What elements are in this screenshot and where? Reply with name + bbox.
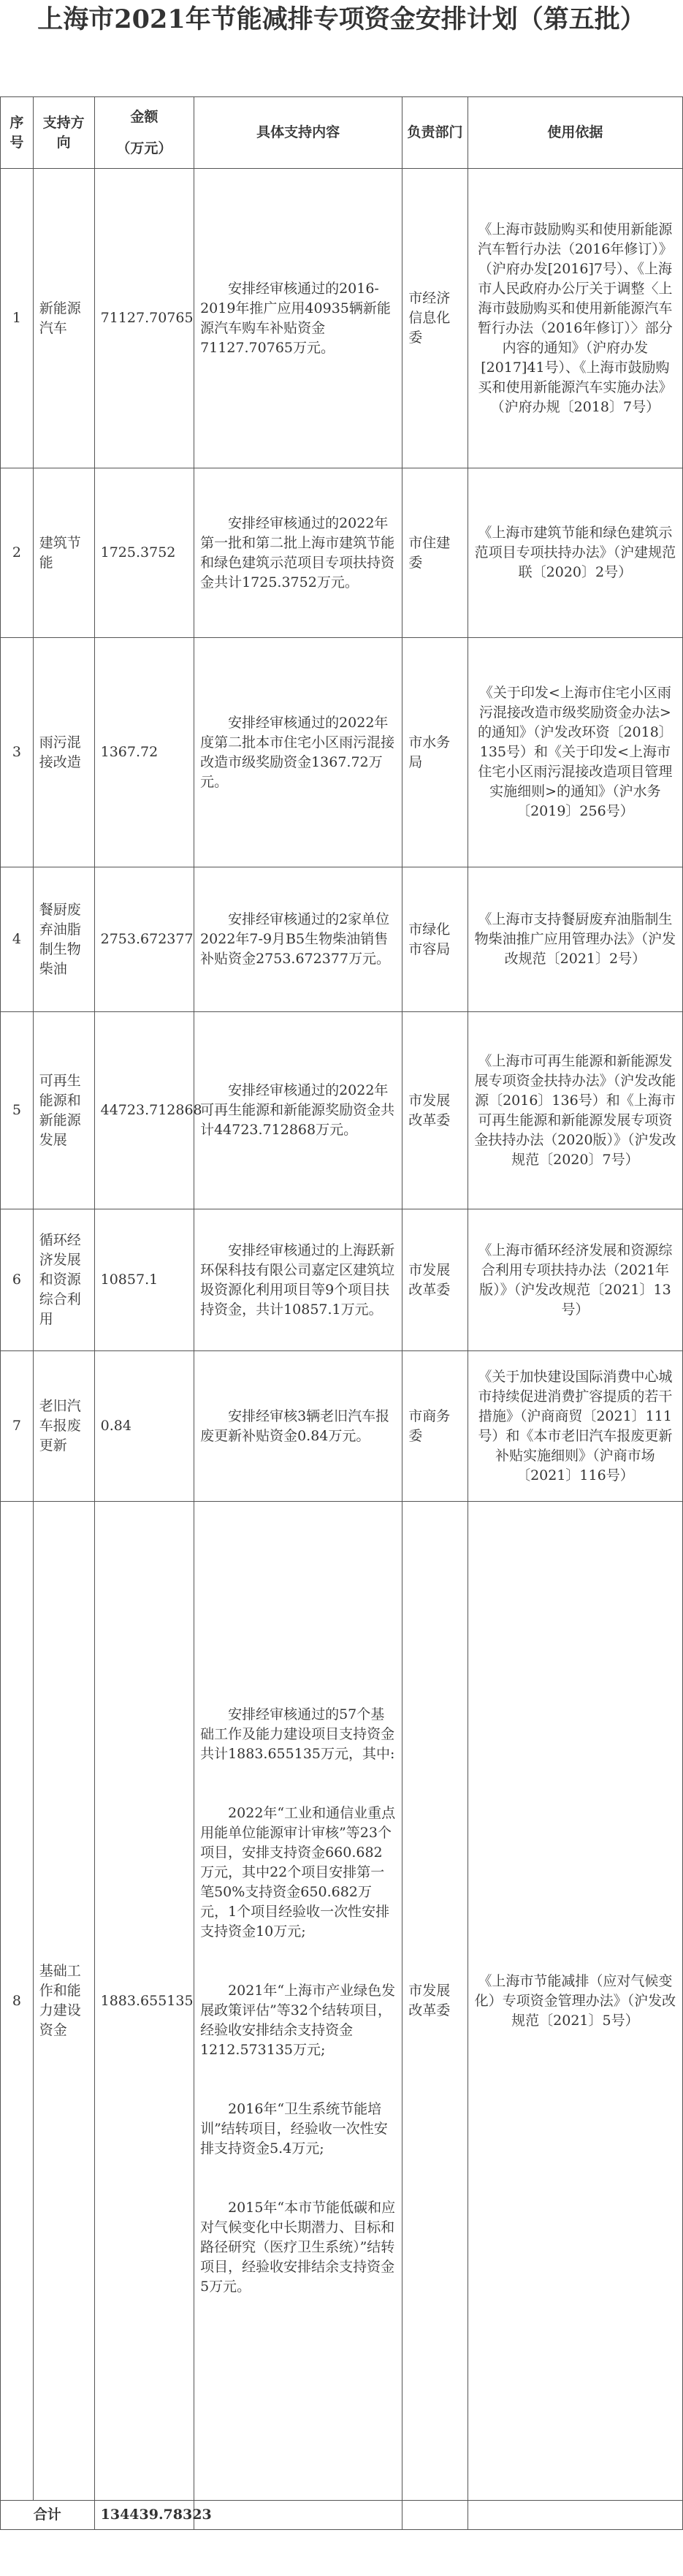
total-amount: 134439.78323 — [94, 2501, 194, 2530]
table-row — [1, 867, 683, 1012]
header-direction: 支持方向 — [33, 97, 94, 169]
content-paragraph: 安排经审核通过的2022年度第二批本市住宅小区雨污混接改造市级奖励资金1367.72万元。 — [200, 714, 395, 790]
total-empty-cell — [468, 2501, 682, 2530]
header-amount — [94, 97, 194, 169]
row-amount: 10857.1 — [94, 1209, 194, 1351]
row-amount: 44723.712868 — [94, 1012, 194, 1209]
row-dept: 市水务局 — [402, 638, 468, 867]
table-row — [1, 1209, 683, 1351]
content-paragraph: 2021年“上海市产业绿色发展政策评估”等32个结转项目，经验收安排结余支持资金1212.573135万元; — [200, 1983, 396, 2058]
content-paragraph: 2022年“工业和通信业重点用能单位能源审计审核”等23个项目，安排支持资金660.682万元，其中22个项目安排第一笔50%支持资金650.682万元，1个项目经验收一次性安排支持资金10万元; — [200, 1805, 396, 1939]
content-paragraph: 安排经审核通过的2022年第一批和第二批上海市建筑节能和绿色建筑示范项目专项扶持资金共计1725.3752万元。 — [200, 514, 395, 590]
row-index: 1 — [1, 169, 34, 468]
content-paragraph: 安排经审核通过的2016-2019年推广应用40935辆新能源汽车购车补贴资金71127.70765万元。 — [200, 280, 391, 356]
row-amount: 1367.72 — [94, 638, 194, 867]
row-content — [194, 468, 402, 638]
row-index: 4 — [1, 867, 34, 1012]
row-dept: 市发展改革委 — [402, 1209, 468, 1351]
content-paragraph: 安排经审核3辆老旧汽车报废更新补贴资金0.84万元。 — [200, 1407, 390, 1444]
row-amount: 1883.655135 — [94, 1502, 194, 2501]
table-row — [1, 468, 683, 638]
row-direction: 老旧汽车报废更新 — [33, 1351, 94, 1502]
row-amount: 2753.672377 — [94, 867, 194, 1012]
row-dept: 市绿化市容局 — [402, 867, 468, 1012]
row-index: 7 — [1, 1351, 34, 1502]
row-basis: 《上海市建筑节能和绿色建筑示范项目专项扶持办法》（沪建规范联〔2020〕2号） — [468, 468, 682, 638]
total-row — [1, 2501, 683, 2530]
total-empty-cell — [194, 2501, 402, 2530]
row-basis: 《上海市鼓励购买和使用新能源汽车暂行办法（2016年修订）》（沪府办发[2016]7号）、《上海市人民政府办公厅关于调整〈上海市鼓励购买和使用新能源汽车暂行办法（2016年修订）〉部分内容的通知》（沪府办发[2017]41号）、《上海市鼓励购买和使用新能源汽车实施办法》（沪府办规〔2018〕7号） — [468, 169, 682, 468]
content-paragraph: 安排经审核通过的57个基础工作及能力建设项目支持资金共计1883.655135万元，其中: — [200, 1706, 395, 1762]
content-paragraph: 安排经审核通过的上海跃新环保科技有限公司嘉定区建筑垃圾资源化利用项目等9个项目扶持资金，共计10857.1万元。 — [200, 1242, 395, 1318]
row-content — [194, 638, 402, 867]
row-index: 6 — [1, 1209, 34, 1351]
row-dept: 市住建委 — [402, 468, 468, 638]
row-basis: 《关于印发<上海市住宅小区雨污混接改造市级奖励资金办法>的通知》（沪发改环资〔2018〕135号）和《关于印发<上海市住宅小区雨污混接改造项目管理实施细则>的通知》（沪水务〔2019〕256号） — [468, 638, 682, 867]
table-row — [1, 1012, 683, 1209]
row-basis: 《上海市节能减排（应对气候变化）专项资金管理办法》（沪发改规范〔2021〕5号） — [468, 1502, 682, 2501]
header-dept: 负责部门 — [402, 97, 468, 169]
row-amount: 1725.3752 — [94, 468, 194, 638]
row-direction: 循环经济发展和资源综合利用 — [33, 1209, 94, 1351]
table-row — [1, 638, 683, 867]
row-content — [194, 1351, 402, 1502]
header-basis: 使用依据 — [468, 97, 682, 169]
row-direction: 基础工作和能力建设资金 — [33, 1502, 94, 2501]
header-content: 具体支持内容 — [194, 97, 402, 169]
row-direction: 可再生能源和新能源发展 — [33, 1012, 94, 1209]
header-index: 序号 — [1, 97, 34, 169]
row-basis: 《关于加快建设国际消费中心城市持续促进消费扩容提质的若干措施》（沪商商贸〔2021〕111号）和《本市老旧汽车报废更新补贴实施细则》（沪商市场〔2021〕116号） — [468, 1351, 682, 1502]
content-paragraph: 2015年“本市节能低碳和应对气候变化中长期潜力、目标和路径研究（医疗卫生系统）”结转项目，经验收安排结余支持资金5万元。 — [200, 2200, 396, 2295]
row-content — [194, 1209, 402, 1351]
content-paragraph: 2016年“卫生系统节能培训”结转项目，经验收一次性安排支持资金5.4万元; — [200, 2101, 388, 2157]
total-label: 合计 — [1, 2501, 95, 2530]
row-basis: 《上海市循环经济发展和资源综合利用专项扶持办法（2021年版）》（沪发改规范〔2021〕13号） — [468, 1209, 682, 1351]
row-dept: 市发展改革委 — [402, 1502, 468, 2501]
row-content — [194, 1502, 402, 2501]
header-amount-line2: （万元） — [116, 140, 172, 156]
row-index: 8 — [1, 1502, 34, 2501]
row-direction: 雨污混接改造 — [33, 638, 94, 867]
row-dept: 市商务委 — [402, 1351, 468, 1502]
row-content — [194, 1012, 402, 1209]
content-paragraph: 安排经审核通过的2家单位2022年7-9月B5生物柴油销售补贴资金2753.672377万元。 — [200, 911, 391, 967]
table-row — [1, 1351, 683, 1502]
row-amount: 0.84 — [94, 1351, 194, 1502]
row-index: 5 — [1, 1012, 34, 1209]
table-row — [1, 169, 683, 468]
row-index: 3 — [1, 638, 34, 867]
row-dept: 市发展改革委 — [402, 1012, 468, 1209]
row-content — [194, 867, 402, 1012]
document-title: 上海市2021年节能减排专项资金安排计划（第五批） — [37, 4, 646, 34]
row-index: 2 — [1, 468, 34, 638]
total-empty-cell — [402, 2501, 468, 2530]
row-dept: 市经济信息化委 — [402, 169, 468, 468]
table-header-row — [1, 97, 683, 169]
row-basis: 《上海市支持餐厨废弃油脂制生物柴油推广应用管理办法》（沪发改规范〔2021〕2号） — [468, 867, 682, 1012]
funding-plan-table — [0, 96, 683, 2530]
row-basis: 《上海市可再生能源和新能源发展专项资金扶持办法》（沪发改能源〔2016〕136号）和《上海市可再生能源和新能源发展专项资金扶持办法（2020版）》（沪发改规范〔2020〕7号） — [468, 1012, 682, 1209]
row-amount: 71127.70765 — [94, 169, 194, 468]
row-content — [194, 169, 402, 468]
row-direction: 新能源汽车 — [33, 169, 94, 468]
content-paragraph: 安排经审核通过的2022年可再生能源和新能源奖励资金共计44723.712868万元。 — [200, 1082, 395, 1138]
row-direction: 餐厨废弃油脂制生物柴油 — [33, 867, 94, 1012]
table-row — [1, 1502, 683, 2501]
row-direction: 建筑节能 — [33, 468, 94, 638]
header-amount-line1: 金额 — [130, 108, 159, 125]
